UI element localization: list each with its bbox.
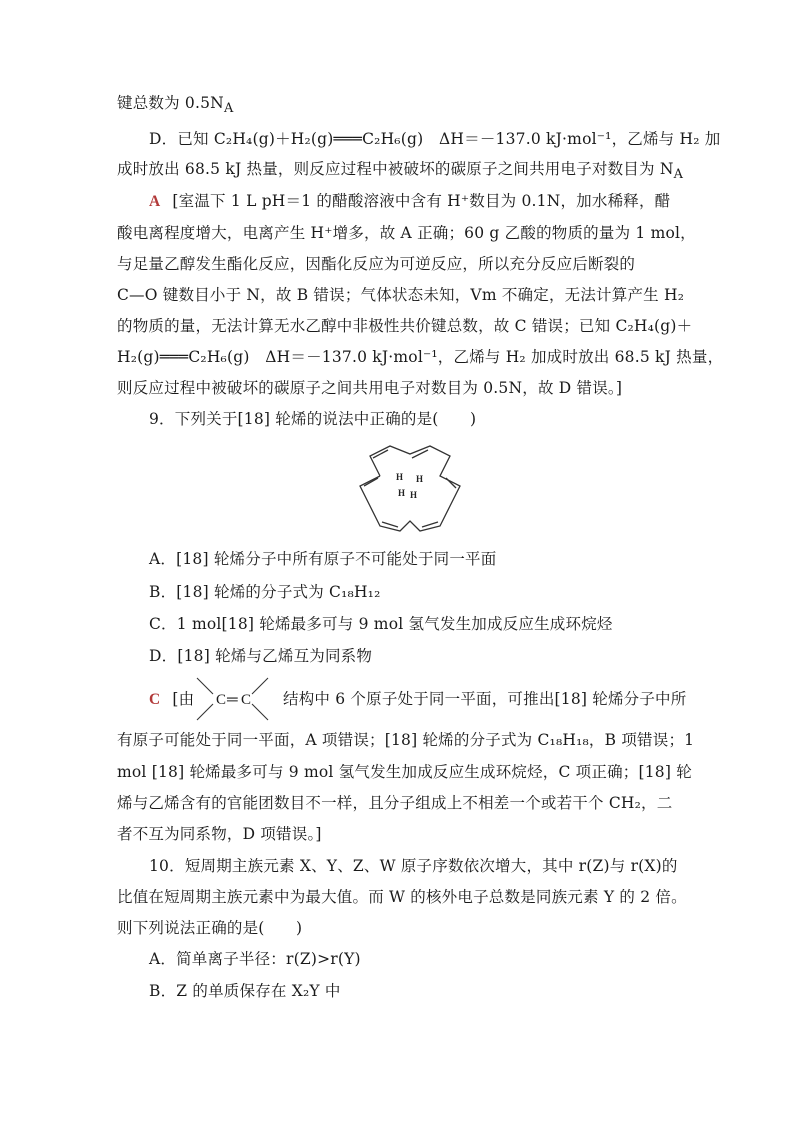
option-10a: A．简单离子半径：r(Z)>r(Y) [149, 950, 361, 968]
mol-h-4: H [410, 490, 418, 500]
question-10-line-3: 则下列说法正确的是( ) [117, 919, 303, 937]
answer-9-line-1a: C [由 [149, 690, 195, 708]
mol-h-1: H [396, 472, 404, 482]
text-line-1: 键总数为 $0.5N_A$ [117, 94, 234, 117]
answer-8-line-5: 的物质的量，无法计算无水乙醇中非极性共价键总数，故 C 错误；已知 C₂H₄(g)＋ [117, 317, 693, 335]
question-9: 9．下列关于[18] 轮烯的说法中正确的是( ) [149, 410, 477, 428]
answer-9-line-1b: 结构中 6 个原子处于同一平面，可推出[18] 轮烯分子中所 [283, 690, 687, 708]
option-9a: A．[18] 轮烯分子中所有原子不可能处于同一平面 [149, 550, 497, 568]
option-10b: B．Z 的单质保存在 X₂Y 中 [149, 982, 341, 1000]
answer-8-line-6: H₂(g)═══C₂H₆(g) ΔH＝－137.0 kJ·mol⁻¹，乙烯与 H₂ 加成时放出 68.5 kJ 热量， [117, 348, 724, 366]
mol-h-2: H [416, 474, 424, 484]
answer-8-line-1: A [室温下 1 L pH＝1 的醋酸溶液中含有 H⁺数目为 0.1N，加水稀释，醋 [149, 192, 671, 210]
answer-8-line-7: 则反应过程中被破坏的碳原子之间共用电子对数目为 0.5N，故 D 错误。] [117, 379, 623, 397]
mol-h-3: H [398, 488, 406, 498]
answer-8-line-2: 酸电离程度增大，电离产生 H⁺增多，故 A 正确；60 g 乙酸的物质的量为 1 mol， [117, 224, 696, 242]
question-10-line-1: 10．短周期主族元素 X、Y、Z、W 原子序数依次增大，其中 r(Z)与 r(X)的 [149, 857, 678, 875]
answer-8-line-3: 与足量乙醇发生酯化反应，因酯化反应为可逆反应，所以充分反应后断裂的 [117, 255, 636, 273]
answer-9-label: C [149, 691, 161, 708]
option-8d: D．已知 C₂H₄(g)＋H₂(g)═══C₂H₆(g) ΔH＝－137.0 kJ·mol⁻¹，乙烯与 H₂ 加 [149, 130, 721, 148]
cc-double-bond: ═ [227, 692, 238, 708]
cc-atom-1: C [216, 692, 227, 708]
question-10-line-2: 比值在短周期主族元素中为最大值。而 W 的核外电子总数是同族元素 Y 的 2 倍。 [117, 888, 687, 906]
annulene-structure-image [350, 436, 470, 541]
option-9d: D．[18] 轮烯与乙烯互为同系物 [149, 647, 373, 665]
answer-8-label: A [149, 193, 161, 210]
cc-atom-2: C [241, 692, 252, 708]
option-9c: C．1 mol[18] 轮烯最多可与 9 mol 氢气发生加成反应生成环烷烃 [149, 615, 613, 633]
answer-9-line-5: 者不互为同系物，D 项错误。] [117, 825, 322, 843]
answer-8-line-4: C—O 键数目小于 N，故 B 错误；气体状态未知，Vm 不确定，无法计算产生 H₂ [117, 286, 685, 304]
option-9b: B．[18] 轮烯的分子式为 C₁₈H₁₂ [149, 583, 381, 601]
answer-9-line-4: 烯与乙烯含有的官能团数目不一样，且分子组成上不相差一个或若干个 CH₂，二 [117, 794, 673, 812]
ethylene-structure-image [195, 676, 270, 722]
text-line-3: 成时放出 68.5 kJ 热量，则反应过程中被破坏的碳原子之间共用电子对数目为 $N_A$ [117, 160, 684, 183]
answer-9-line-2: 有原子可能处于同一平面，A 项错误；[18] 轮烯的分子式为 C₁₈H₁₈，B 项错误；1 [117, 731, 695, 749]
answer-9-line-3: mol [18] 轮烯最多可与 9 mol 氢气发生加成反应生成环烷烃，C 项正确；[18] 轮 [117, 763, 692, 781]
